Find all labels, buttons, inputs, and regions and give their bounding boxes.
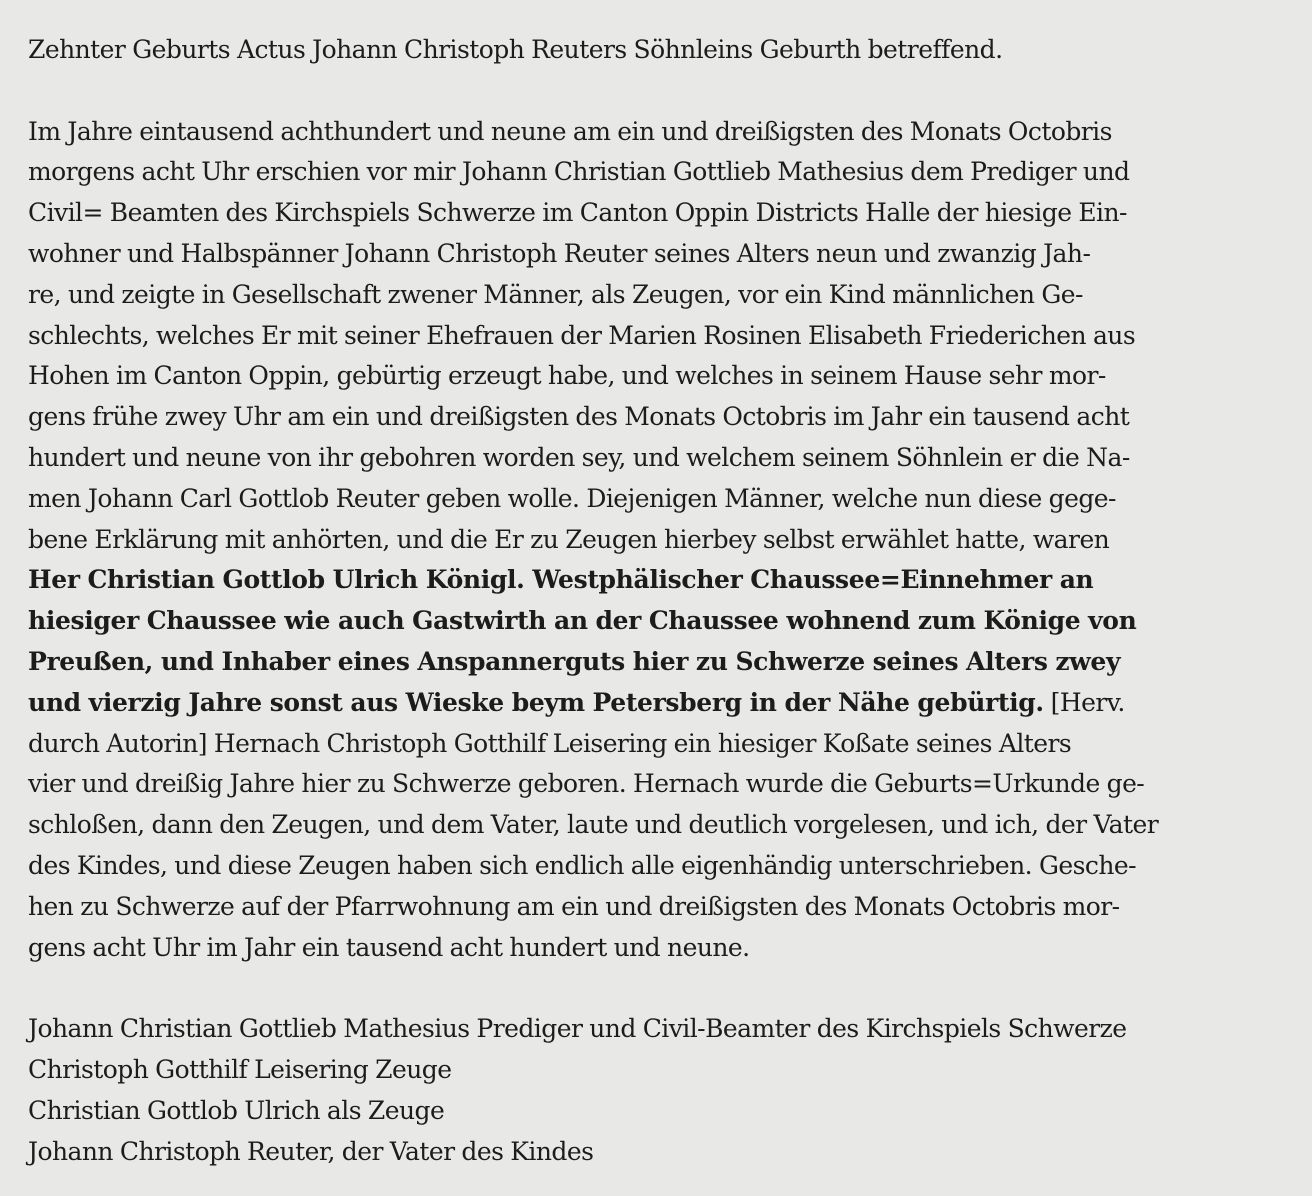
body-line: gens acht Uhr im Jahr ein tausend acht hundert und neune. [28, 932, 750, 962]
emphasis-text: Preußen, und Inhaber eines Anspannerguts hier zu Schwerze seines Alters zwey [28, 646, 1121, 676]
signature-line: Johann Christian Gottlieb Mathesius Prediger und Civil-Beamter des Kirchspiels Schwerze [28, 1014, 1127, 1044]
signature-line: Johann Christoph Reuter, der Vater des Kindes [28, 1136, 594, 1166]
emphasis-line [28, 642, 1290, 683]
document-heading: Zehnter Geburts Actus Johann Christoph Reuters Söhnleins Geburth betreffend. [28, 35, 1003, 64]
emphasis-text: hiesiger Chaussee wie auch Gastwirth an der Chaussee wohnend zum Könige von [28, 606, 1137, 636]
body-line: morgens acht Uhr erschien vor mir Johann Christian Gottlieb Mathesius dem Prediger und [28, 157, 1130, 187]
body-line: schlechts, welches Er mit seiner Ehefrauen der Marien Rosinen Elisabeth Friederichen aus [28, 320, 1136, 350]
emphasis-line [28, 601, 1290, 642]
signature-line: Christoph Gotthilf Leisering Zeuge [28, 1054, 452, 1084]
body-line: hen zu Schwerze auf der Pfarrwohnung am ein und dreißigsten des Monats Octobris mor- [28, 891, 1120, 921]
body-line: Im Jahre eintausend achthundert und neune am ein und dreißigsten des Monats Octobris [28, 116, 1112, 146]
body-line: schloßen, dann den Zeugen, und dem Vater, laute und deutlich vorgelesen, und ich, der Vater [28, 810, 1159, 840]
signature-block [28, 1009, 1290, 1172]
paragraph-gap [28, 968, 1290, 1009]
body-line: Civil= Beamten des Kirchspiels Schwerze im Canton Oppin Districts Halle der hiesige Ein- [28, 198, 1127, 228]
body-line: men Johann Carl Gottlob Reuter geben wolle. Diejenigen Männer, welche nun diese gege- [28, 483, 1116, 513]
emphasis-text: Her Christian Gottlob Ulrich Königl. Westphälischer Chaussee=Einnehmer an [28, 565, 1094, 595]
editor-note: [Herv. [1050, 687, 1125, 717]
emphasis-text: und vierzig Jahre sonst aus Wieske beym Petersberg in der Nähe gebürtig. [28, 687, 1044, 717]
emphasis-line [28, 560, 1290, 601]
signature-line: Christian Gottlob Ulrich als Zeuge [28, 1095, 445, 1125]
body-line: vier und dreißig Jahre hier zu Schwerze geboren. Hernach wurde die Geburts=Urkunde ge- [28, 769, 1145, 799]
body-line: re, und zeigte in Gesellschaft zwener Männer, als Zeugen, vor ein Kind männlichen Ge- [28, 279, 1083, 309]
paragraph-gap [28, 71, 1290, 112]
body-line: wohner und Halbspänner Johann Christoph Reuter seines Alters neun und zwanzig Jah- [28, 238, 1091, 268]
body-line: des Kindes, und diese Zeugen haben sich endlich alle eigenhändig unterschrieben. Gesche- [28, 850, 1137, 880]
body-line: Hohen im Canton Oppin, gebürtig erzeugt habe, und welches in seinem Hause sehr mor- [28, 361, 1106, 391]
emphasis-line [28, 683, 1290, 724]
document-page [28, 30, 1290, 1172]
record-paragraph [28, 112, 1290, 969]
body-line: hundert und neune von ihr gebohren worden sey, und welchem seinem Söhnlein er die Na- [28, 442, 1130, 472]
body-line: gens frühe zwey Uhr am ein und dreißigsten des Monats Octobris im Jahr ein tausend acht [28, 402, 1130, 432]
body-line: durch Autorin] Hernach Christoph Gotthilf Leisering ein hiesiger Koßate seines Alters [28, 728, 1072, 758]
body-line: bene Erklärung mit anhörten, und die Er zu Zeugen hierbey selbst erwählet hatte, waren [28, 524, 1110, 554]
